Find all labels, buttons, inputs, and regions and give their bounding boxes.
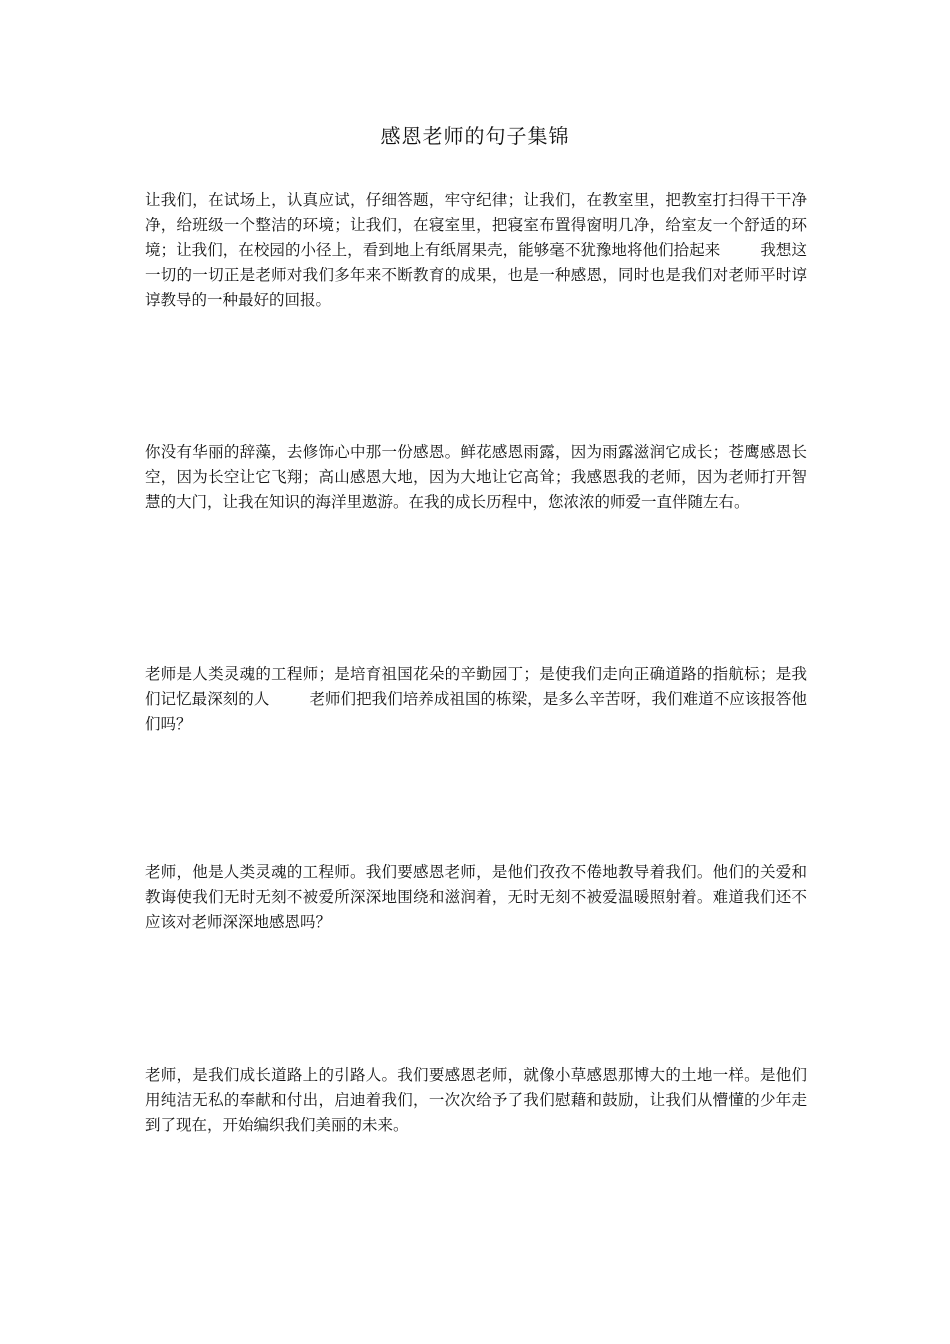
paragraph-1-part-b: 我想这一切的一切正是老师对我们多年来不断教育的成果，也是一种感恩，同时也是我们对老师平时谆谆教导的一种最好的回报。	[145, 241, 807, 309]
paragraph-2: 你没有华丽的辞藻，去修饰心中那一份感恩。鲜花感恩雨露，因为雨露滋润它成长；苍鹰感恩长空，因为长空让它飞翔；高山感恩大地，因为大地让它高耸；我感恩我的老师，因为老师打开智慧的大门，让我在知识的海洋里遨游。在我的成长历程中，您浓浓的师爱一直伴随左右。	[145, 443, 807, 511]
paragraph-1	[145, 188, 807, 313]
paragraph-5: 老师，是我们成长道路上的引路人。我们要感恩老师，就像小草感恩那博大的土地一样。是他们用纯洁无私的奉献和付出，启迪着我们，一次次给予了我们慰藉和鼓励，让我们从懵懂的少年走到了现在，开始编织我们美丽的未来。	[145, 1066, 807, 1134]
paragraph-4: 老师，他是人类灵魂的工程师。我们要感恩老师，是他们孜孜不倦地教导着我们。他们的关爱和教诲使我们无时无刻不被爱所深深地围绕和滋润着，无时无刻不被爱温暖照射着。难道我们还不应该对老师深深地感恩吗？	[145, 863, 807, 931]
page-title: 感恩老师的句子集锦	[380, 124, 570, 148]
paragraph-1-part-a: 让我们，在试场上，认真应试，仔细答题，牢守纪律；让我们，在教室里，把教室打扫得干干净净，给班级一个整洁的环境；让我们，在寝室里，把寝室布置得窗明几净，给室友一个舒适的环境；让我们，在校园的小径上，看到地上有纸屑果壳，能够毫不犹豫地将他们拾起来	[145, 191, 807, 259]
paragraph-3	[145, 662, 807, 737]
paragraph-3-part-a: 老师是人类灵魂的工程师；是培育祖国花朵的辛勤园丁；是使我们走向正确道路的指航标；是我们记忆最深刻的人	[145, 665, 807, 708]
paragraph-3-part-b: 老师们把我们培养成祖国的栋梁，是多么辛苦呀，我们难道不应该报答他们吗？	[145, 690, 807, 733]
